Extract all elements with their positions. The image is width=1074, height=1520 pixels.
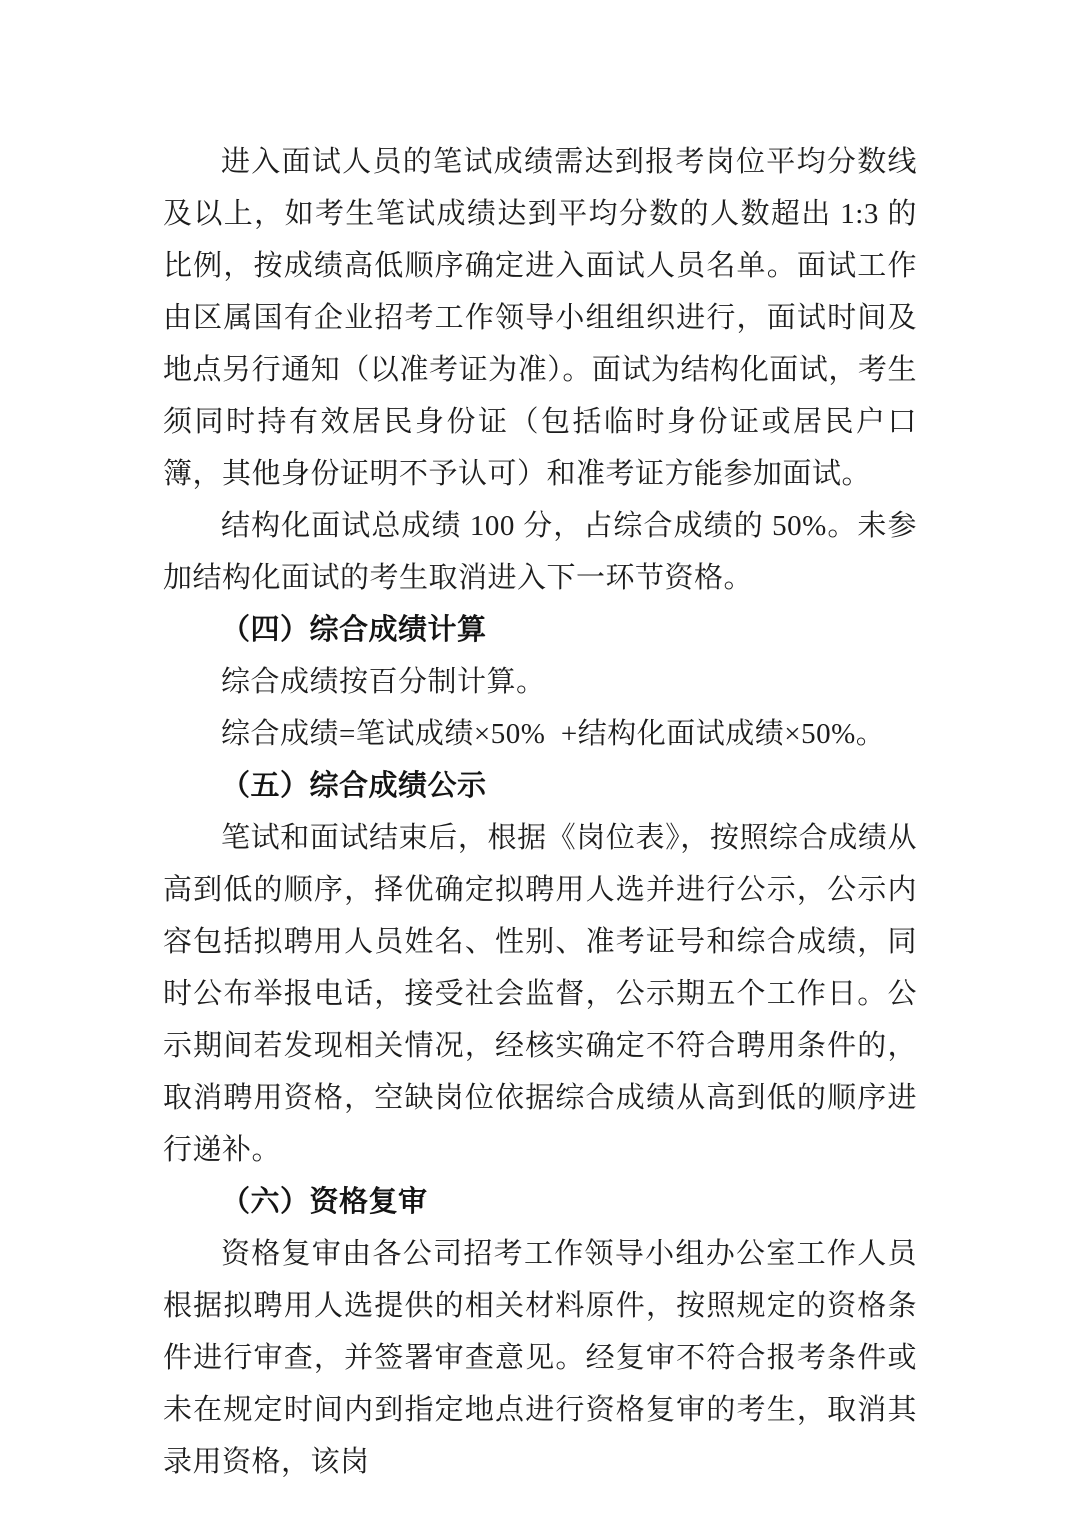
heading-section-4-composite-score-calculation: （四）综合成绩计算 <box>221 614 487 646</box>
paragraph-composite-score-percent-system: 综合成绩按百分制计算。 <box>221 666 546 698</box>
paragraph-qualification-review-procedure: 资格复审由各公司招考工作领导小组办公室工作人员根据拟聘用人选提供的相关材料原件，按照规定的资格条件进行审查，并签署审查意见。经复审不符合报考条件或未在规定时间内到指定地点进行资格复审的考生，取消其录用资格，该岗 <box>163 1238 917 1478</box>
paragraph-structured-interview-score: 结构化面试总成绩 100 分，占综合成绩的 50%。未参加结构化面试的考生取消进入下一环节资格。 <box>163 510 917 594</box>
paragraph-interview-shortlist-rules: 进入面试人员的笔试成绩需达到报考岗位平均分数线及以上，如考生笔试成绩达到平均分数的人数超出 1:3 的比例，按成绩高低顺序确定进入面试人员名单。面试工作由区属国有企业招考工作领导小组组织进行，面试时间及地点另行通知（以准考证为准）。面试为结构化面试，考生须同时持有效居民身份证（包括临时身份证或居民户口簿，其他身份证明不予认可）和准考证方能参加面试。 <box>163 146 917 490</box>
document-text-block <box>163 136 917 1488</box>
paragraph-publicity-procedure: 笔试和面试结束后，根据《岗位表》，按照综合成绩从高到低的顺序，择优确定拟聘用人选并进行公示，公示内容包括拟聘用人员姓名、性别、准考证号和综合成绩，同时公布举报电话，接受社会监督，公示期五个工作日。公示期间若发现相关情况，经核实确定不符合聘用条件的，取消聘用资格，空缺岗位依据综合成绩从高到低的顺序进行递补。 <box>163 822 917 1166</box>
heading-section-5-composite-score-publicity: （五）综合成绩公示 <box>221 770 487 802</box>
heading-section-6-qualification-review: （六）资格复审 <box>221 1186 428 1218</box>
paragraph-composite-score-formula: 综合成绩=笔试成绩×50% +结构化面试成绩×50%。 <box>221 718 886 750</box>
